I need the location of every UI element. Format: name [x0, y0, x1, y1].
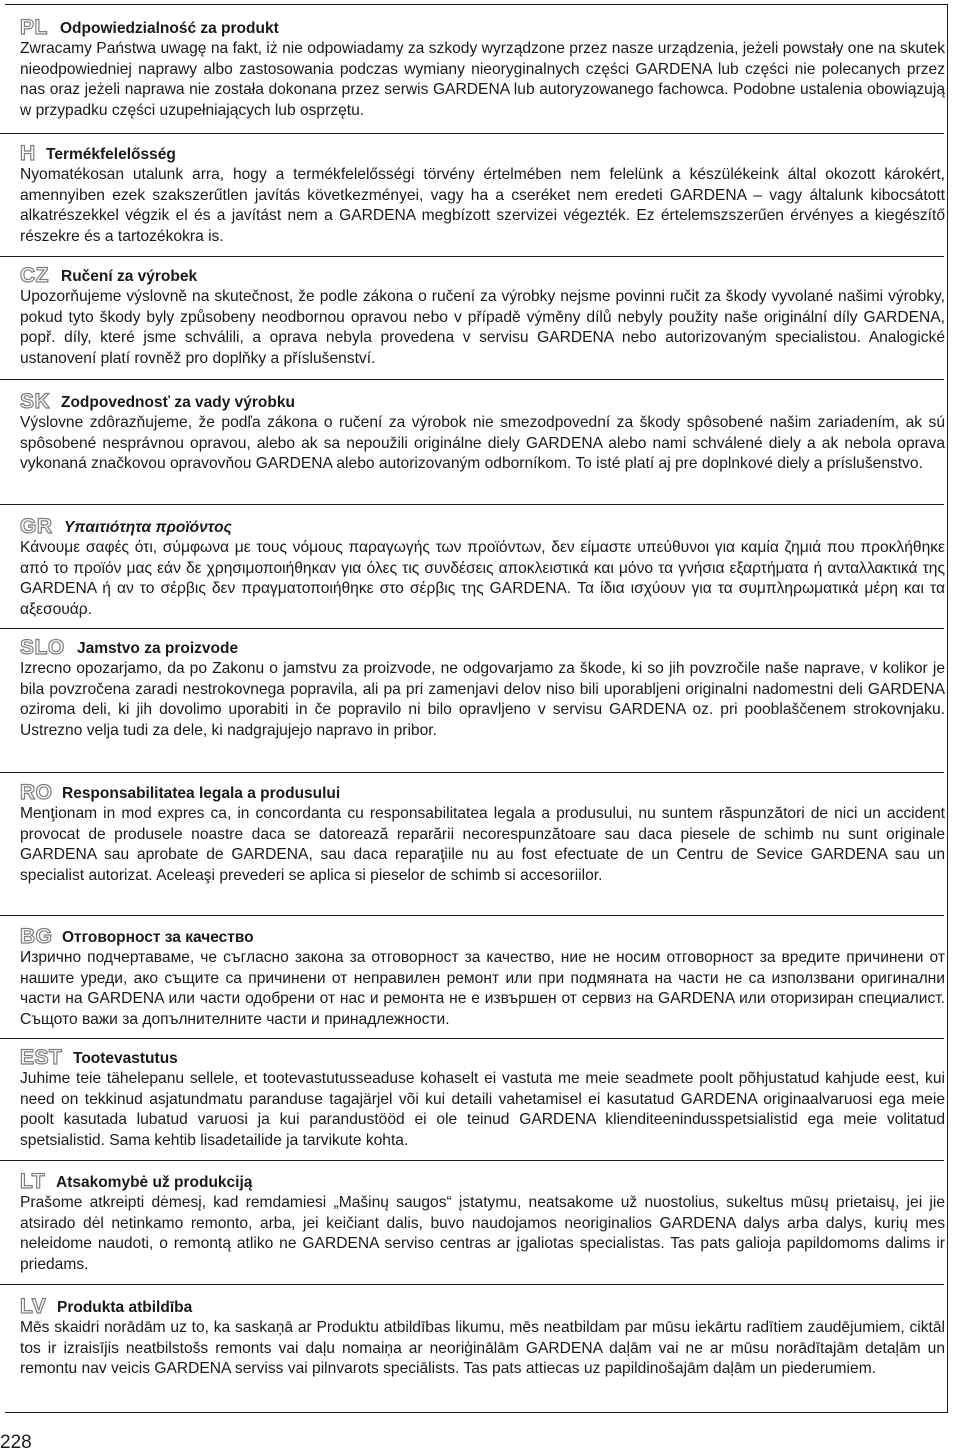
section-title: Zodpovednosť za vady výrobku: [61, 394, 295, 411]
section-title: Отговорност за качество: [62, 929, 254, 946]
language-code: EST: [20, 1046, 63, 1069]
section-body: Menţionam in mod expres ca, in concordanta cu responsabilitatea legala a produsului, nu suntem răspunzători de nici un accident provocat de produsele noastre daca se datorează reparării necorespunzătoare sau daca piesele de schimb nu sunt originale GARDENA sau aprobate de GARDENA, sau daca reparaţiile nu au fost efectuate de un Centru de Sevice GARDENA sau un specialist autorizat. Aceleaşi prevederi se aplica si pieselor de schimb si accesoriilor.: [20, 805, 945, 884]
section-body: Изрично подчертаваме, че съгласно закона за отговорност за качество, ние не носим отговорност за вредите причинени от нашите уреди, ако същите са причинени от неправилен ремонт или при подмяната на части не са използвани оригинални части на GARDENA или части одобрени от нас и ремонта не е извършен от сервиз на GARDENA или оторизиран специалист. Същото важи за допълнителните части и принадлежности.: [20, 949, 945, 1028]
language-code: H: [20, 142, 36, 165]
page-number: 228: [0, 1432, 32, 1453]
section-divider: [0, 379, 944, 380]
section-title: Termékfelelősség: [46, 146, 176, 163]
section-gr: [20, 516, 945, 620]
section-body: Výslovne zdôrazňujeme, že podľa zákona o ručení za výrobok nie smezodpovední za škody spôsobené našim zariadením, ak sú spôsobené nesprávnou opravou, alebo ak sa nepoužili originálne diely GARDENA alebo nami schválené diely a ak nebola oprava vykonaná značkovou opravovňou GARDENA alebo autorizovaným odborníkom. To isté platí aj pre doplnkové diely a príslušenstvo.: [20, 414, 945, 472]
section-divider: [0, 1038, 944, 1039]
language-code: RO: [20, 781, 53, 804]
section-divider: [0, 772, 944, 773]
section-divider: [0, 504, 944, 505]
language-code: BG: [20, 925, 53, 948]
section-divider: [0, 628, 944, 629]
section-divider: [0, 256, 944, 257]
section-est: [20, 1047, 945, 1151]
section-divider: [0, 133, 944, 134]
section-title: Responsabilitatea legala a produsului: [62, 785, 341, 802]
language-code: LV: [20, 1295, 47, 1318]
section-ro: [20, 782, 945, 886]
section-divider: [0, 1160, 944, 1161]
section-lv: [20, 1296, 945, 1380]
section-body: Izrecno opozarjamo, da po Zakonu o jamstvu za proizvode, ne odgovarjamo za škode, ki so jih povzročile naše naprave, v kolikor je bila povzročena zaradi nestrokovnega popravila, ali pa pri zamenjavi delov niso bili uporabljeni originalni nadomestni deli GARDENA oziroma deli, ki jih dovolimo uporabiti in če popravilo ni bilo opravljeno v servisu GARDENA oz. pri pooblaščenem strokovnjaku. Ustrezno velja tudi za dele, ki nadgrajujejo napravo in pribor.: [20, 660, 945, 739]
language-code: GR: [20, 515, 53, 538]
section-pl: [20, 17, 945, 121]
section-title: Jamstvo za proizvode: [77, 640, 239, 657]
section-body: Prašome atkreipti dėmesį, kad remdamiesi „Mašinų saugos“ įstatymu, neatsakome už nuostolius, sukeltus mūsų prietaisų, jei jie atsirado dėl netinkamo remonto, arba, jei keičiant dalis, buvo naudojamos neoriginalios GARDENA dalys arba dalys, kurių mes neleidome naudoti, o remontą atliko ne GARDENA serviso centras ar įgaliotas specialistas. Tas pats galioja papildomoms dalims ir priedams.: [20, 1194, 945, 1273]
section-title: Atsakomybė už produkciją: [56, 1174, 253, 1191]
section-title: Ručení za výrobek: [61, 268, 198, 285]
section-body: Juhime teie tähelepanu sellele, et tootevastutusseaduse kohaselt ei vastuta me meie seadmete poolt põhjustatud kahjude eest, kui need on tekkinud asjatundmatu paranduse tagajärjel või kui detaili vahetamisel ei kasutatud GARDENA originaalvaruosi ega meie poolt kasutada lubatud varuosi ja kui parandustööd ei ole teinud GARDENA klienditeenindusspetsialistid ega meie volitatud spetsialistid. Sama kehtib lisadetailide ja tarvikute kohta.: [20, 1070, 945, 1149]
section-bg: [20, 926, 945, 1030]
section-title: Tootevastutus: [73, 1050, 178, 1067]
section-slo: [20, 637, 945, 741]
section-divider: [0, 915, 944, 916]
section-cz: [20, 265, 945, 369]
section-body: Κάνουμε σαφές ότι, σύμφωνα με τους νόμους παραγωγής των προϊόντων, δεν είμαστε υπεύθυνοι για καμία ζημιά που προκλήθηκε από το προϊόν μας εάν δε χρησιμοποιήθηκαν για όλες τις συνδέσεις αποκλειστικά και μόνο τα γνήσια εξαρτήματα ή ανταλλακτικά της GARDENA ή αν το σέρβις δεν πραγματοποιήθηκε στο σέρβις της GARDENA. Τα ίδια ισχύουν για τα συμπληρωματικά μέρη και τα αξεσουάρ.: [20, 539, 945, 618]
section-lt: [20, 1171, 945, 1275]
section-body: Nyomatékosan utalunk arra, hogy a termékfelelősségi törvény értelmében nem felelünk a készülékeink által okozott károkért, amennyiben ezek szakszerűtlen javítás következményei, vagy ha a cseréket nem eredeti GARDENA – vagy általunk kibocsátott alkatrészekkel végzik el és a javítást nem a GARDENA megbízott szervizei végezték. Ez értelemszszerűen érvényes a kiegészítő részekre és a tartozékokra is.: [20, 166, 945, 245]
language-code: CZ: [20, 264, 49, 287]
section-body: Upozorňujeme výslovně na skutečnost, že podle zákona o ručení za výrobky nejsme povinni ručit za škody vyvolané našimi výrobky, pokud tyto škody byly způsobeny neodbornou opravou nebo v případě výměny dílů nebyly použity naše originální díly GARDENA, popř. díly, které jsme schválili, a oprava nebyla provedena v servisu GARDENA nebo autorizovaným specialistou. Analogické ustanovení platí rovněž pro doplňky a příslušenství.: [20, 288, 945, 367]
language-code: PL: [20, 16, 48, 39]
section-title: Odpowiedzialność za produkt: [60, 20, 279, 37]
section-body: Mēs skaidri norādām uz to, ka saskaņā ar Produktu atbildības likumu, mēs neatbildam par mūsu iekārtu radītiem zaudējumiem, ciktāl tos ir izraisījis neatbilstošs remonts vai daļu nomaiņa ar neoriģinālām GARDENA daļām vai ne ar mūsu norādītajām detaļām un remontu nav veicis GARDENA serviss vai pilnvarots speciālists. Tas pats attiecas uz papildinošajām daļām un piederumiem.: [20, 1319, 945, 1377]
section-sk: [20, 391, 945, 475]
section-title: Υπαιτιότητα προϊόντος: [64, 519, 232, 536]
language-code: SLO: [20, 636, 65, 659]
language-code: LT: [20, 1170, 46, 1193]
language-code: SK: [20, 390, 51, 413]
section-h: [20, 143, 945, 247]
section-title: Produkta atbildība: [57, 1299, 193, 1316]
section-body: Zwracamy Państwa uwagę na fakt, iż nie odpowiadamy za szkody wyrządzone przez nasze urządzenia, jeżeli powstały one na skutek nieodpowiedniej naprawy albo zastosowania podczas wymiany nieoryginalnych części GARDENA lub części nie polecanych przez nas oraz jeżeli naprawa nie została dokonana przez serwis GARDENA lub autoryzowanego fachowca. Podobne ustalenia obowiązują w przypadku części uzupełniających lub osprzętu.: [20, 40, 945, 119]
section-divider: [0, 1284, 944, 1285]
